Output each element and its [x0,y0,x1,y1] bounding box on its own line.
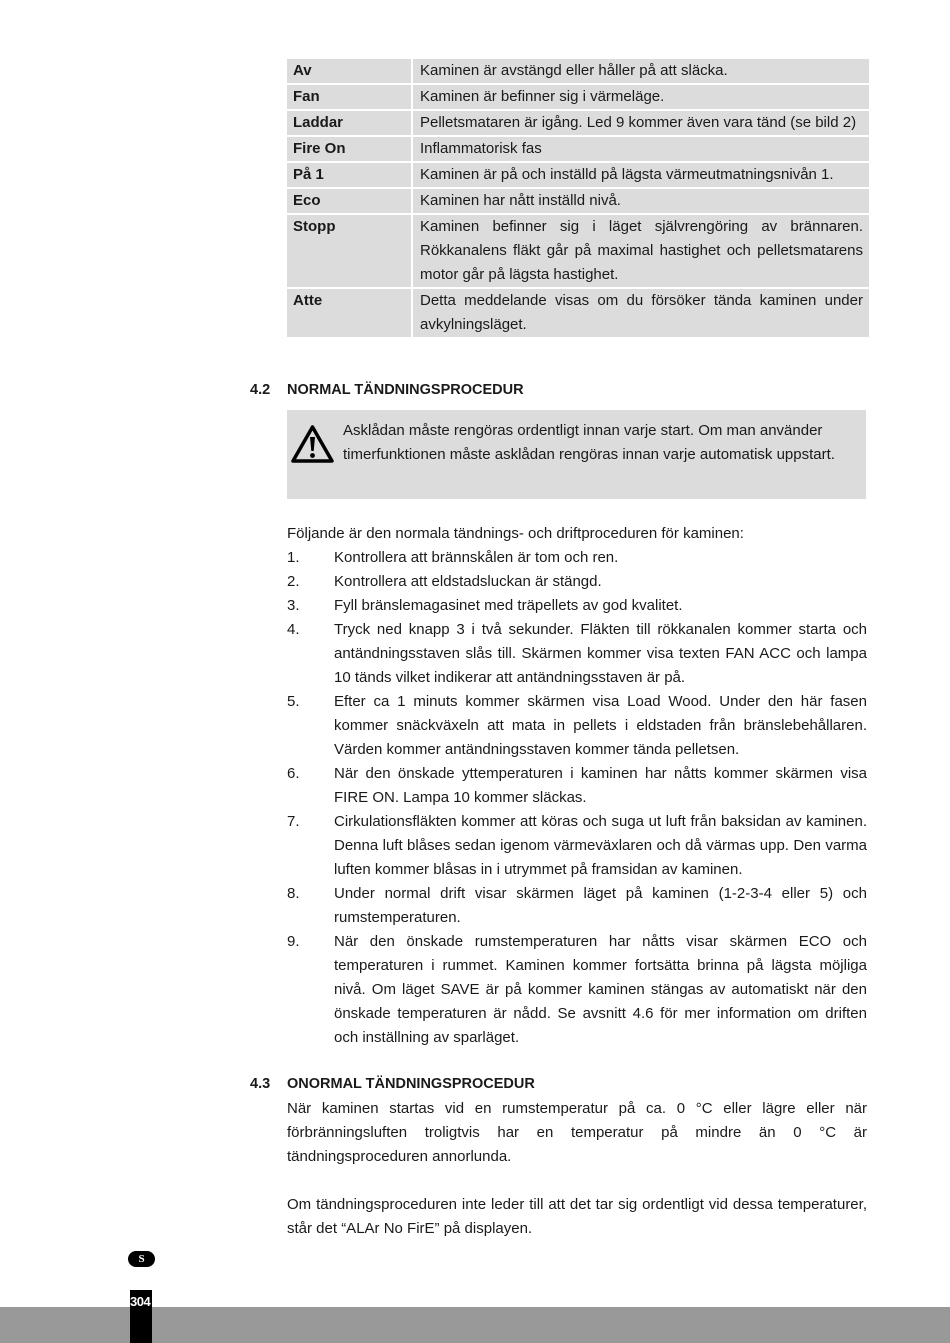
step-number: 5. [287,693,300,710]
status-description: Inflammatorisk fas [413,137,869,161]
status-description: Pelletsmataren är igång. Led 9 kommer även vara tänd (se bild 2) [413,111,869,135]
step-number: 8. [287,885,300,902]
step-text: Cirkulationsfläkten kommer att köras och suga ut luft från baksidan av kaminen. Denna luft blåses sedan igenom värmeväxlaren och då värmas upp. Den varma luften kommer blåsas in i utrymmet på framsidan av kaminen. [334,813,867,878]
section-heading-4-2 [250,382,524,398]
status-description: Detta meddelande visas om du försöker tända kaminen under avkylningsläget. [413,289,869,337]
section-number: 4.2 [250,382,271,398]
procedure-steps [287,546,867,1050]
step-number: 7. [287,813,300,830]
status-description: Kaminen befinner sig i läget självrengöring av brännaren. Rökkanalens fläkt går på maximal hastighet och pelletsmatarens motor går på lägsta hastighet. [413,215,869,287]
warning-box [287,410,866,499]
step-text: Kontrollera att brännskålen är tom och ren. [334,549,619,566]
section-title: ONORMAL TÄNDNINGSPROCEDUR [287,1076,535,1092]
step-number: 2. [287,573,300,590]
status-table [287,57,869,339]
step-text: Efter ca 1 minuts kommer skärmen visa Load Wood. Under den här fasen kommer snäckväxeln att mata in pellets i eldstaden från bränslebehållaren. Värden kommer antändningsstaven kommer tända pelletsen. [334,693,867,758]
list-item [287,570,867,594]
list-item [287,762,867,810]
status-term: Fan [287,85,413,109]
table-row [287,163,869,187]
step-text: Kontrollera att eldstadsluckan är stängd. [334,573,602,590]
table-row [287,85,869,109]
list-item [287,594,867,618]
step-number: 3. [287,597,300,614]
table-row [287,59,869,83]
step-text: När den önskade yttemperaturen i kaminen har nåtts kommer skärmen visa FIRE ON. Lampa 10 kommer släckas. [334,765,867,806]
warning-text: Asklådan måste rengöras ordentligt innan varje start. Om man använder timerfunktionen måste asklådan rengöras innan varje automatisk uppstart. [343,422,835,463]
status-description: Kaminen är på och inställd på lägsta värmeutmatningsnivån 1. [413,163,869,187]
table-row [287,189,869,213]
status-description: Kaminen är avstängd eller håller på att släcka. [413,59,869,83]
section-title: NORMAL TÄNDNINGSPROCEDUR [287,382,524,398]
list-item [287,690,867,762]
step-text: Tryck ned knapp 3 i två sekunder. Fläkten till rökkanalen kommer starta och antändningsstaven slås till. Skärmen kommer visa texten FAN ACC och lampa 10 tänds vilket indikerar att antändningsstaven är på. [334,621,867,686]
page-number: 304 [130,1294,151,1309]
paragraph: När kaminen startas vid en rumstemperatur på ca. 0 °C eller lägre eller när förbränningsluften troligtvis har en temperatur på mindre än 0 °C är tändningsproceduren annorlunda. [287,1100,867,1165]
status-term: Eco [287,189,413,213]
step-text: När den önskade rumstemperaturen har nåtts visar skärmen ECO och temperaturen i rummet. Kaminen kommer fortsätta brinna på lägsta möjliga nivå. Om läget SAVE är på kommer kaminen stängas av automatiskt när den önskade temperaturen är nådd. Se avsnitt 4.6 för mer information om driften och inställning av sparläget. [334,933,867,1046]
table-row [287,137,869,161]
paragraph: Om tändningsproceduren inte leder till att det tar sig ordentligt vid dessa temperaturer, står det “ALAr No FirE” på displayen. [287,1196,867,1237]
status-description: Kaminen har nått inställd nivå. [413,189,869,213]
step-number: 6. [287,765,300,782]
table-row [287,111,869,135]
status-description: Kaminen är befinner sig i värmeläge. [413,85,869,109]
table-row [287,289,869,337]
status-term: Fire On [287,137,413,161]
list-item [287,882,867,930]
language-badge: S [128,1251,155,1267]
status-term: Laddar [287,111,413,135]
list-item [287,618,867,690]
status-term: Stopp [287,215,413,287]
procedure-intro: Följande är den normala tändnings- och driftproceduren för kaminen: [287,525,744,542]
step-text: Fyll bränslemagasinet med träpellets av god kvalitet. [334,597,683,614]
list-item [287,930,867,1050]
step-number: 9. [287,933,300,950]
section-number: 4.3 [250,1076,271,1092]
list-item [287,810,867,882]
step-text: Under normal drift visar skärmen läget på kaminen (1-2-3-4 eller 5) och rumstemperaturen. [334,885,867,926]
warning-triangle-icon [291,424,334,464]
section-heading-4-3 [250,1076,535,1092]
status-term: Av [287,59,413,83]
step-number: 1. [287,549,300,566]
status-term: På 1 [287,163,413,187]
list-item [287,546,867,570]
step-number: 4. [287,621,300,638]
table-row [287,215,869,287]
status-term: Atte [287,289,413,337]
